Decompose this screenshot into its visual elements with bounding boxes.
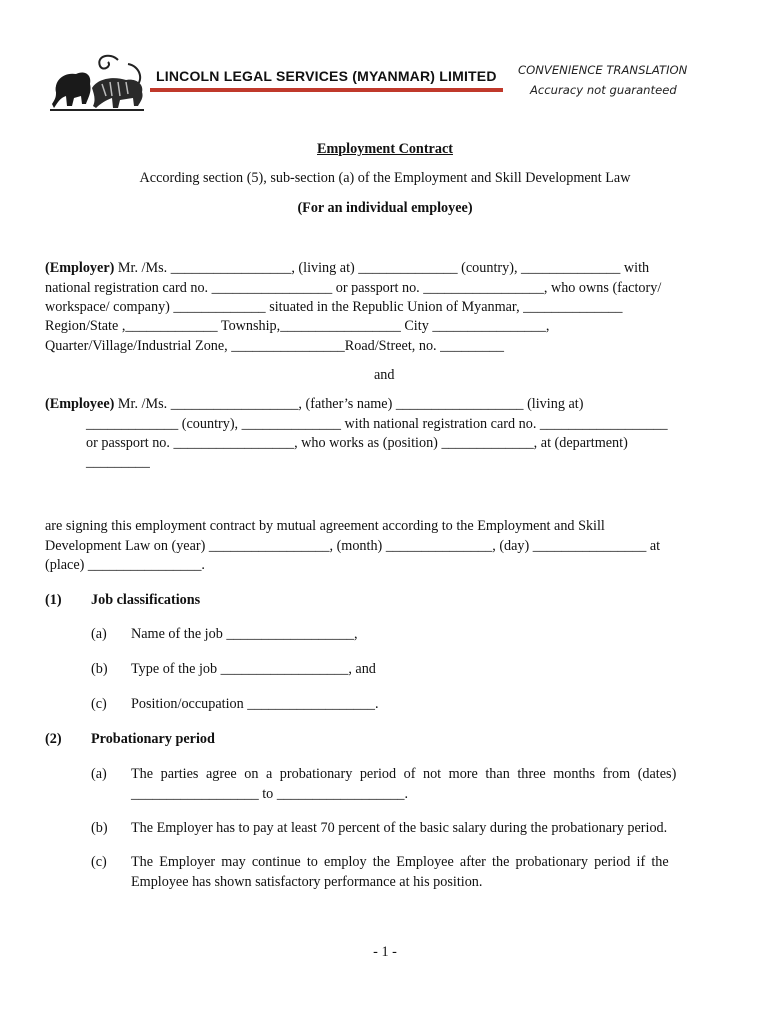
item-2a-text: The parties agree on a probationary period of not more than three months from (dates) <box>131 766 677 782</box>
employee-text-1: Mr. /Ms. __________________, (father’s name) __________________ (living at) <box>114 396 584 412</box>
document-subtitle-2: (For an individual employee) <box>297 200 473 216</box>
item-2b-text: The Employer has to pay at least 70 percent of the basic salary during the probationary period. <box>131 820 668 836</box>
section-2-heading: Probationary period <box>91 731 215 747</box>
employer-line-3: workspace/ company) _____________ situated in the Republic Union of Myanmar, ______________ <box>45 299 623 315</box>
document-title: Employment Contract <box>317 141 453 157</box>
item-1a-label: (a) <box>91 626 107 642</box>
employee-label: (Employee) <box>45 396 115 412</box>
convenience-translation-note: CONVENIENCE TRANSLATION <box>518 63 688 77</box>
item-2b-label: (b) <box>91 820 108 836</box>
item-1c-label: (c) <box>91 696 107 712</box>
page-number: - 1 - <box>373 944 397 960</box>
item-1c-text: Position/occupation __________________. <box>131 696 379 712</box>
employer-line-4: Region/State ,_____________ Township,_________________ City ________________, <box>45 318 550 334</box>
company-name: LINCOLN LEGAL SERVICES (MYANMAR) LIMITED <box>156 68 497 84</box>
accuracy-note: Accuracy not guaranteed <box>530 83 677 97</box>
signing-line-1: are signing this employment contract by mutual agreement according to the Employment and Skill <box>45 518 605 534</box>
item-2a-label: (a) <box>91 766 107 782</box>
employee-line-4: _________ <box>86 454 150 470</box>
elephant-and-tiger-logo-icon <box>48 52 148 114</box>
section-1-number: (1) <box>45 592 62 608</box>
item-2c-text: The Employer may continue to employ the Employee after the probationary period if the <box>131 854 669 870</box>
signing-line-2: Development Law on (year) _________________, (month) _______________, (day) ________________ at <box>45 538 661 554</box>
employer-line-2: national registration card no. _________________ or passport no. _________________, who owns (factory/ <box>45 280 662 296</box>
employer-line-1 <box>45 260 701 277</box>
item-2c-text-2: Employee has shown satisfactory performance at his position. <box>131 874 483 890</box>
employer-line-5: Quarter/Village/Industrial Zone, ________________Road/Street, no. _________ <box>45 338 504 354</box>
item-2a-text-2: __________________ to __________________. <box>131 786 409 802</box>
employer-text-1: Mr. /Ms. _________________, (living at) ______________ (country), ______________ with <box>114 260 650 276</box>
signing-line-3: (place) ________________. <box>45 557 205 573</box>
employee-line-3: or passport no. _________________, who works as (position) _____________, at (department) <box>86 435 628 451</box>
item-1b-text: Type of the job __________________, and <box>131 661 376 677</box>
document-subtitle: According section (5), sub-section (a) of the Employment and Skill Development Law <box>139 170 631 186</box>
section-2-number: (2) <box>45 731 62 747</box>
item-1a-text: Name of the job __________________, <box>131 626 358 642</box>
item-2c-label: (c) <box>91 854 107 870</box>
employee-line-1 <box>45 396 583 413</box>
item-1b-label: (b) <box>91 661 108 677</box>
employer-label: (Employer) <box>45 260 115 276</box>
logo-underline <box>150 88 503 92</box>
and-text: and <box>374 367 395 383</box>
section-1-heading: Job classifications <box>91 592 201 608</box>
employee-line-2: _____________ (country), ______________ with national registration card no. __________________ <box>86 416 668 432</box>
